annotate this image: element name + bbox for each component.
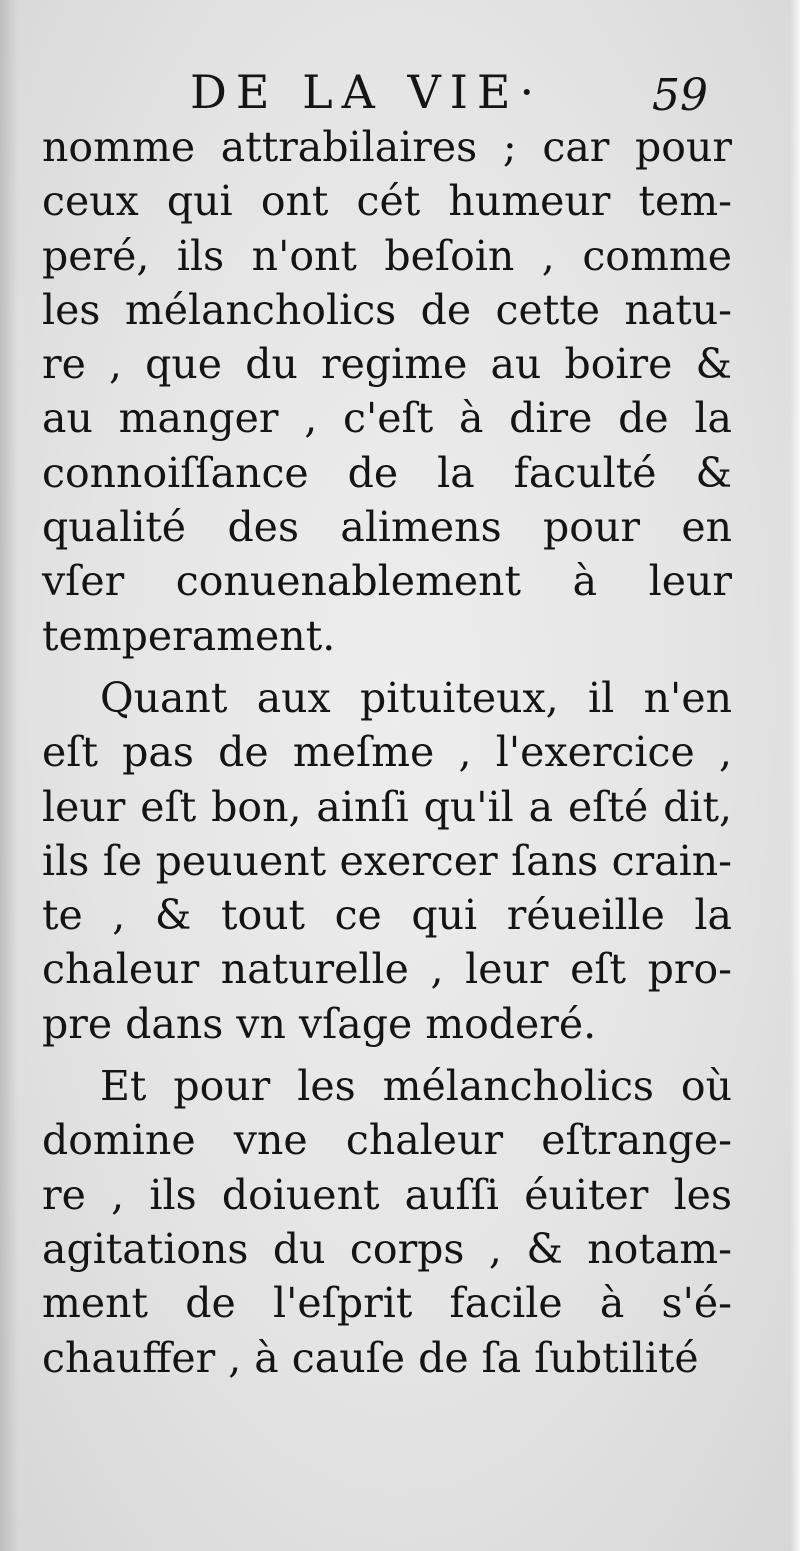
text-line: peré, ils n'ont beſoin , comme — [42, 231, 732, 280]
text-line: re , que du regime au boire & — [42, 340, 732, 389]
text-line: connoiſſance de la faculté & — [42, 448, 732, 497]
page-header — [0, 62, 800, 122]
paragraph — [42, 1059, 732, 1385]
gutter-shadow — [0, 0, 18, 1551]
page-edge — [790, 0, 800, 1551]
text-line: vſer conuenablement à leur — [42, 557, 732, 606]
text-line: chauffer , à cauſe de ſa ſubtilité — [42, 1333, 699, 1382]
text-line: agitations du corps , & notam- — [42, 1224, 732, 1273]
text-line: nomme attrabilaires ; car pour — [42, 123, 732, 171]
text-line: ceux qui ont cét humeur tem- — [42, 177, 732, 226]
text-line: leur eſt bon, ainſi qu'il a eſté dit, — [42, 782, 732, 831]
text-line: eſt pas de meſme , l'exercice , — [42, 728, 732, 777]
text-line: les mélancholics de cette natu- — [42, 285, 732, 334]
text-line: Quant aux pituiteux, il n'en — [100, 673, 732, 722]
text-line: au manger , c'eſt à dire de la — [42, 394, 732, 443]
text-line: pre dans vn vſage moderé. — [42, 999, 597, 1048]
paragraph-gap — [42, 663, 732, 671]
paragraph — [42, 120, 732, 663]
text-line: temperament. — [42, 611, 336, 660]
paragraph-gap — [42, 1051, 732, 1059]
running-title: DE LA VIE· — [190, 65, 544, 119]
text-line: ils ſe peuuent exercer ſans crain- — [42, 836, 732, 885]
text-line: qualité des alimens pour en — [42, 503, 732, 552]
text-line: re , ils doiuent auſſi éuiter les — [42, 1170, 732, 1219]
paragraph — [42, 671, 732, 1051]
text-line: ment de l'eſprit facile à s'é- — [42, 1279, 732, 1328]
text-line: domine vne chaleur eſtrange- — [42, 1116, 732, 1165]
page-number: 59 — [652, 70, 708, 121]
body-text — [42, 120, 732, 1385]
text-line: chaleur naturelle , leur eſt pro- — [42, 945, 732, 994]
text-line: te , & tout ce qui réueille la — [42, 891, 732, 940]
text-line: Et pour les mélancholics où — [100, 1062, 732, 1111]
